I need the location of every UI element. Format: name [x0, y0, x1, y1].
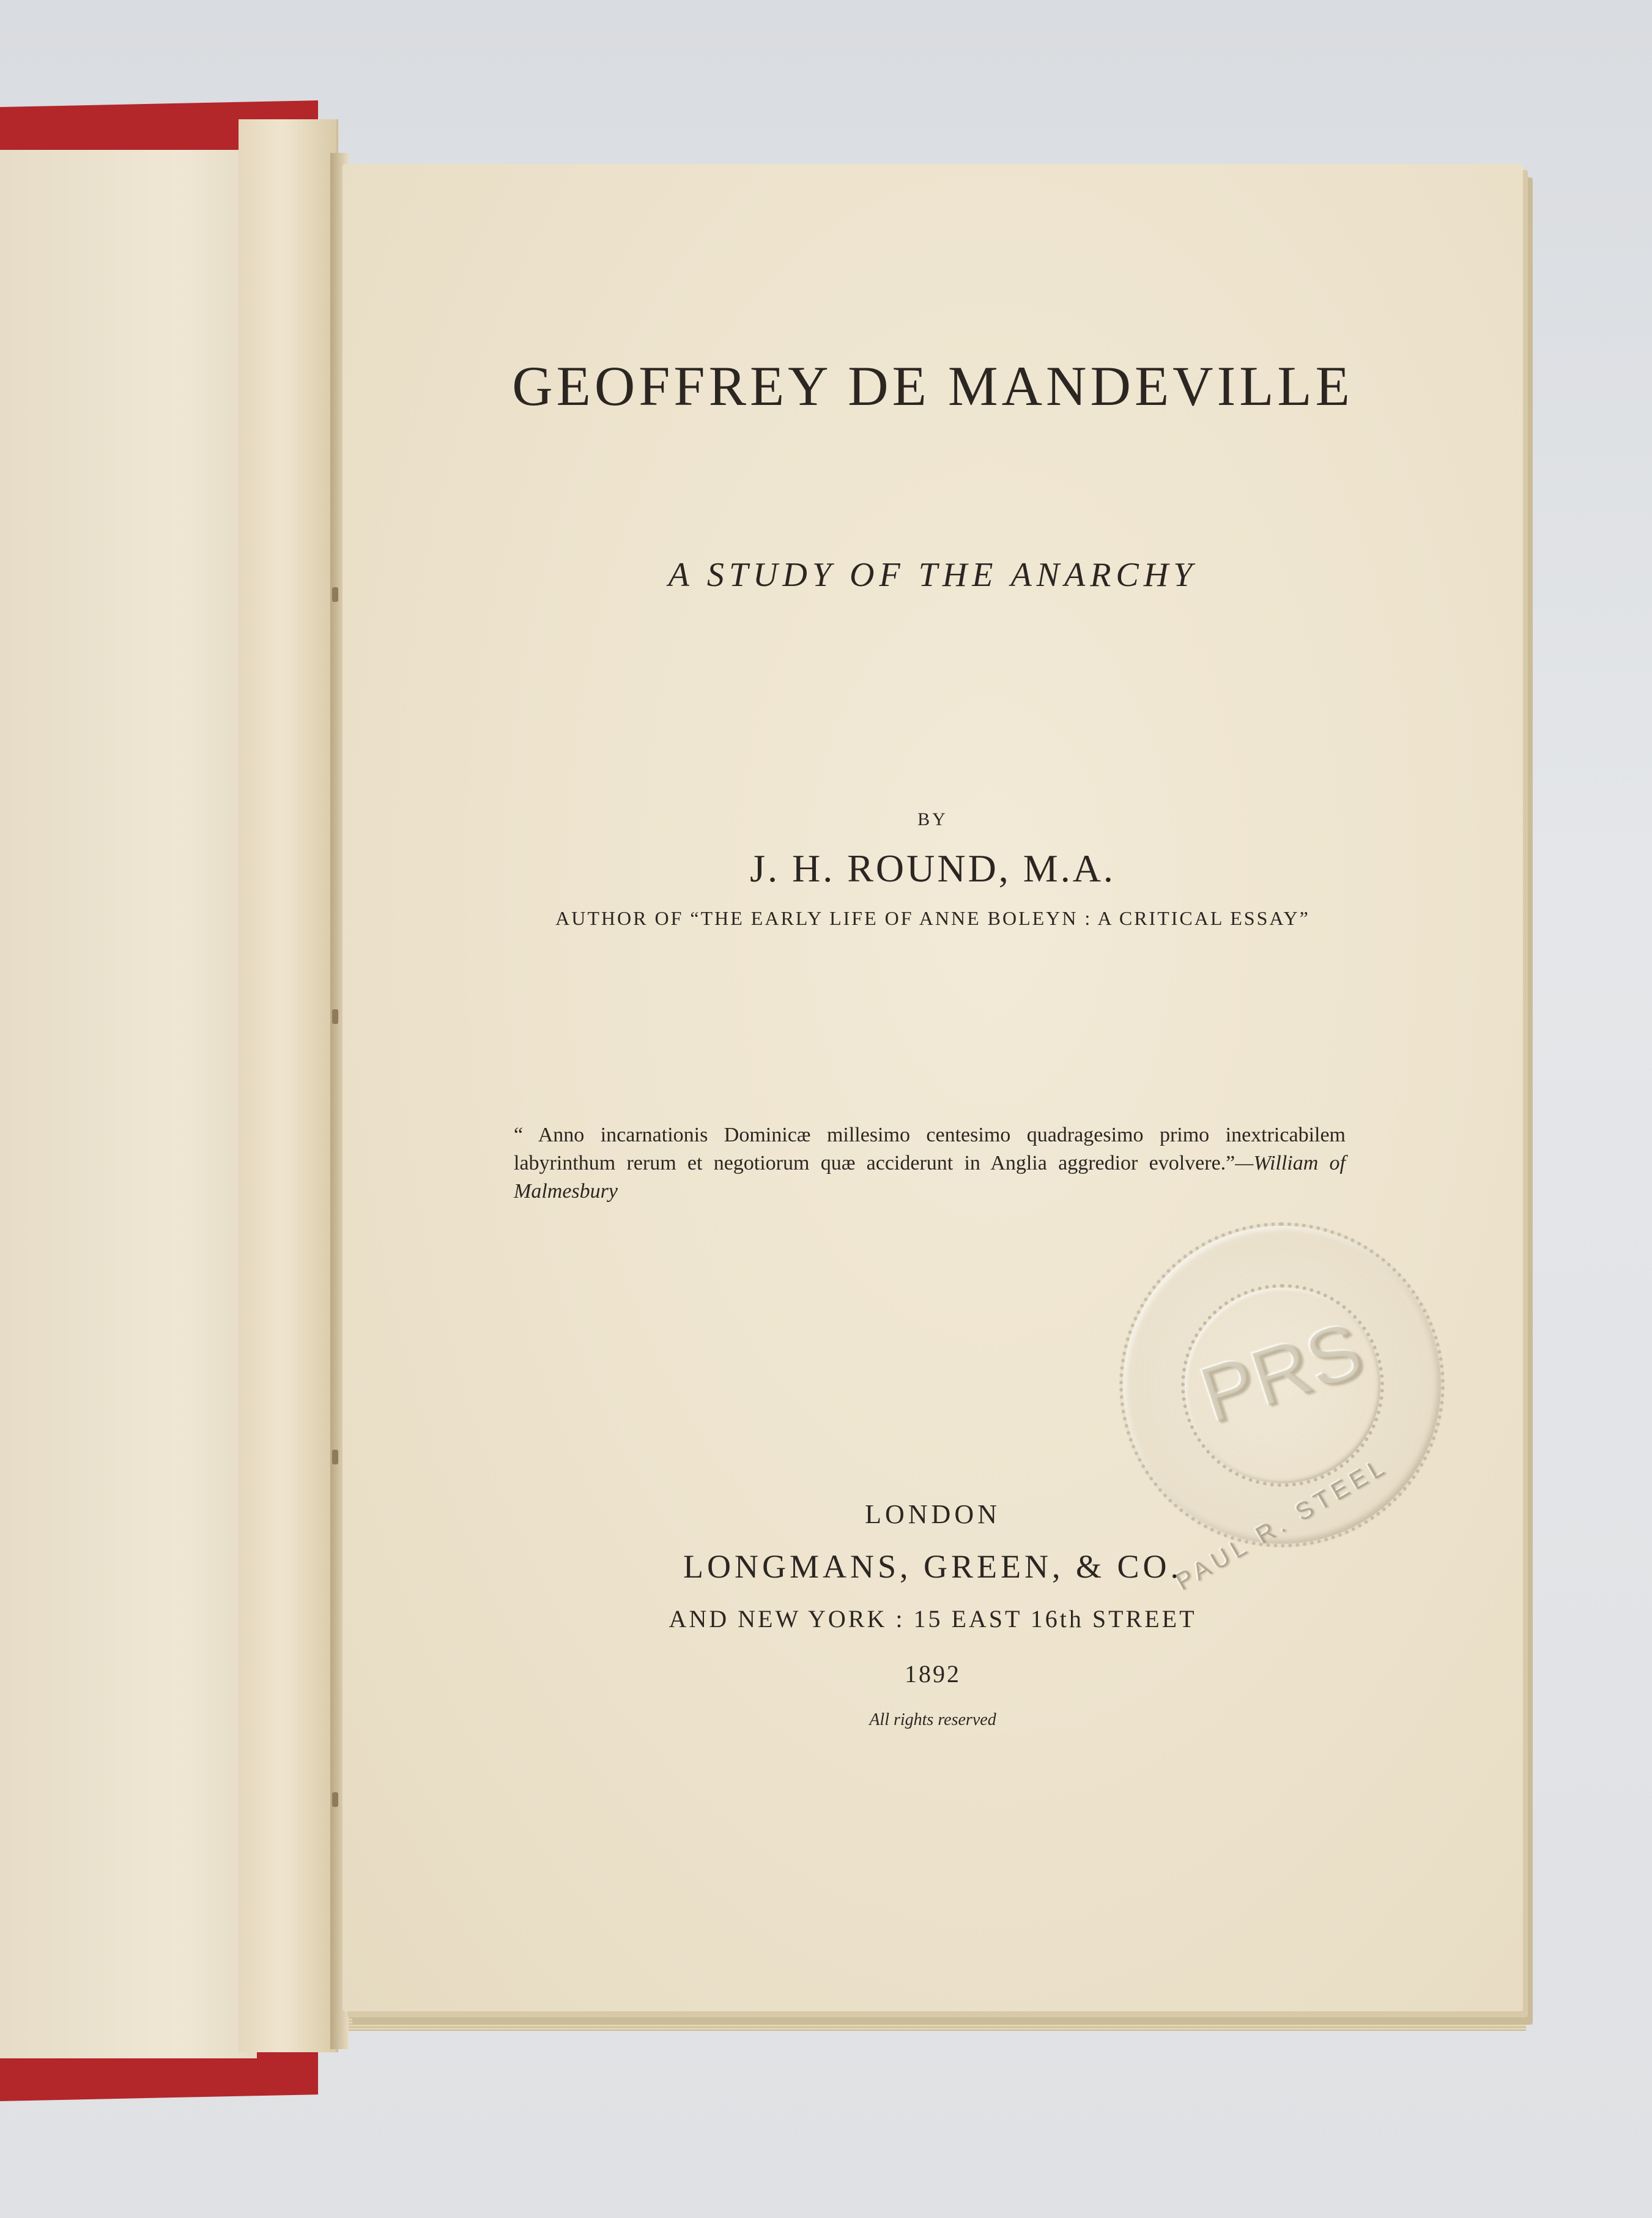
spine-strip [239, 119, 338, 2052]
stamp-monogram: PRS [1190, 1305, 1374, 1441]
binding-stitch [332, 1009, 338, 1024]
flyleaf-page [0, 150, 257, 2058]
epigraph-attribution: —William of Malmesbury [514, 1152, 1346, 1203]
imprint-city: LONDON [865, 1499, 1001, 1529]
publication-year: 1892 [905, 1660, 961, 1688]
binding-stitch [332, 1792, 338, 1807]
publisher-address: AND NEW YORK : 15 EAST 16th STREET [669, 1605, 1197, 1633]
publisher-name: LONGMANS, GREEN, & CO. [683, 1548, 1183, 1585]
book-title: GEOFFREY DE MANDEVILLE [512, 355, 1354, 417]
book-subtitle: A STUDY OF THE ANARCHY [668, 556, 1198, 594]
epigraph [514, 1121, 1346, 1206]
title-page [343, 164, 1523, 2011]
author-note: AUTHOR OF “THE EARLY LIFE OF ANNE BOLEYN : A CRITICAL ESSAY” [555, 907, 1310, 929]
stamp-ring-text: PAUL R. STEEL [1171, 1452, 1393, 1596]
by-label: BY [917, 809, 948, 829]
binding-stitch [332, 587, 338, 602]
epigraph-text: “ Anno incarnationis Dominicæ millesimo centesimo quadragesimo primo inextricabilem labyrinthum rerum et negotiorum quæ acciderunt in Anglia aggredior evolvere.” [514, 1124, 1346, 1174]
binding-stitch [332, 1450, 338, 1464]
author-name: J. H. ROUND, M.A. [750, 847, 1116, 890]
rights-notice: All rights reserved [869, 1710, 996, 1729]
